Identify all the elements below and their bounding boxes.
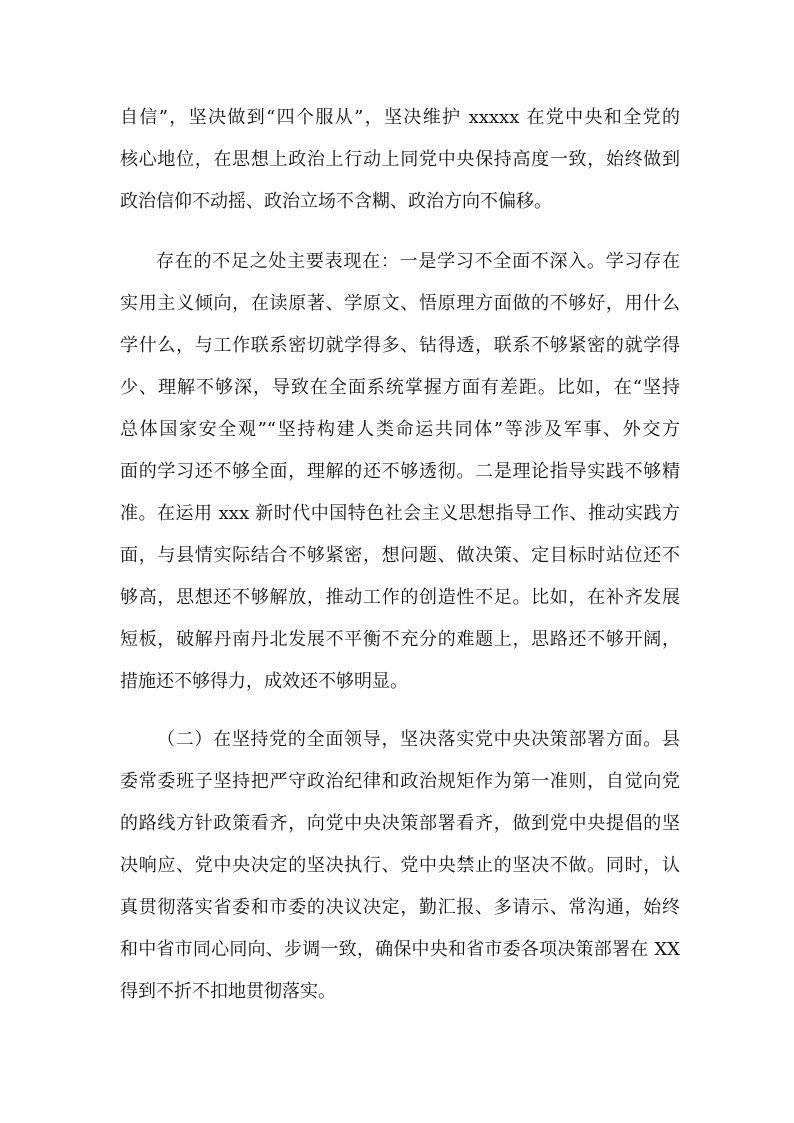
paragraph-2-line-9: 够高，思想还不够解放，推动工作的创造性不足。比如，在补齐发展 [120, 587, 680, 608]
paragraph-2-line-7: 准。在运用 xxx 新时代中国特色社会主义思想指导工作、推动实践方 [120, 503, 680, 524]
paragraph-2-line-10: 短板，破解丹南丹北发展不平衡不充分的难题上，思路还不够开阔， [120, 629, 680, 650]
paragraph-2-line-3: 学什么，与工作联系密切就学得多、钻得透，联系不够紧密的就学得 [120, 335, 680, 356]
paragraph-1-line-1: 自信”，坚决做到“四个服从”，坚决维护 xxxxx 在党中央和全党的 [120, 107, 680, 128]
paragraph-2-line-1: 存在的不足之处主要表现在：一是学习不全面不深入。学习存在 [156, 251, 680, 272]
paragraph-2-line-8: 面，与县情实际结合不够紧密，想问题、做决策、定目标时站位还不 [120, 545, 680, 566]
paragraph-3-line-2: 委常委班子坚持把严守政治纪律和政治规矩作为第一准则，自觉向党 [120, 771, 680, 792]
paragraph-2-line-11: 措施还不够得力，成效还不够明显。 [120, 671, 408, 692]
paragraph-3-line-3: 的路线方针政策看齐，向党中央决策部署看齐，做到党中央提倡的坚 [120, 813, 680, 834]
paragraph-3-line-1: （二）在坚持党的全面领导，坚决落实党中央决策部署方面。县 [157, 729, 680, 750]
paragraph-2-line-4: 少、理解不够深，导致在全面系统掌握方面有差距。比如，在“坚持 [120, 377, 680, 398]
paragraph-3-line-7: 得到不折不扣地贯彻落实。 [120, 981, 336, 1002]
paragraph-1-line-3: 政治信仰不动摇、政治立场不含糊、政治方向不偏移。 [120, 191, 552, 212]
paragraph-2-line-2: 实用主义倾向，在读原著、学原文、悟原理方面做的不够好，用什么 [120, 293, 680, 314]
paragraph-3-line-6: 和中省市同心同向、步调一致，确保中央和省市委各项决策部署在 XX [120, 939, 680, 960]
paragraph-2-line-5: 总体国家安全观”“坚持构建人类命运共同体”等涉及军事、外交方 [120, 419, 680, 440]
paragraph-3-line-5: 真贯彻落实省委和市委的决议决定，勤汇报、多请示、常沟通，始终 [120, 897, 680, 918]
paragraph-1-line-2: 核心地位，在思想上政治上行动上同党中央保持高度一致，始终做到 [120, 149, 680, 170]
paragraph-2-line-6: 面的学习还不够全面，理解的还不够透彻。二是理论指导实践不够精 [120, 461, 680, 482]
paragraph-3-line-4: 决响应、党中央决定的坚决执行、党中央禁止的坚决不做。同时，认 [120, 855, 680, 876]
